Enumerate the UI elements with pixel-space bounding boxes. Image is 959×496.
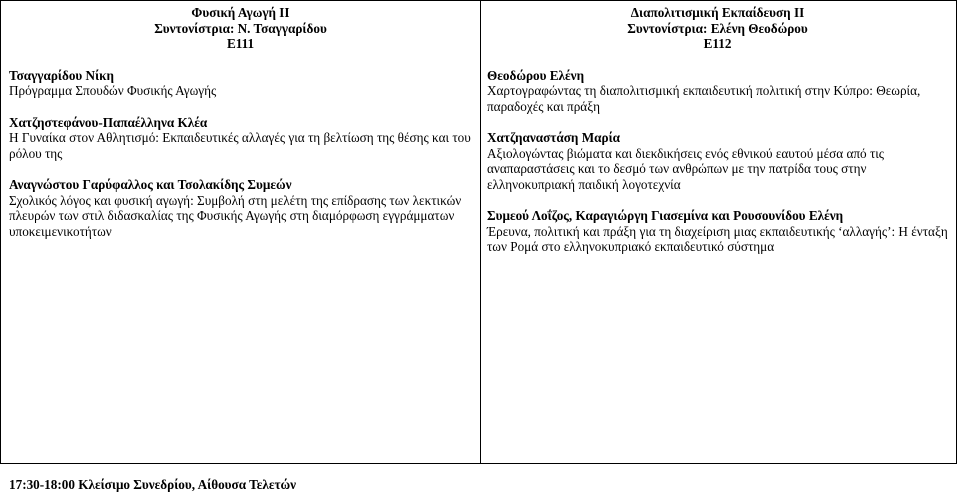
session-header-right xyxy=(487,5,948,52)
paper-entry xyxy=(487,68,948,115)
session-column-right xyxy=(481,1,956,463)
paper-title: Χαρτογραφώντας τη διαπολιτισμική εκπαιδευτική πολιτική στην Κύπρο: Θεωρία, παραδοχές και πράξη xyxy=(487,83,921,114)
session-title: Διαπολιτισμική Εκπαίδευση ΙΙ xyxy=(630,5,805,20)
session-coordinator: Συντονίστρια: Ν. Τσαγγαρίδου xyxy=(154,20,327,36)
paper-title: Η Γυναίκα στον Αθλητισμό: Εκπαιδευτικές αλλαγές για τη βελτίωση της θέσης και του ρόλου της xyxy=(9,130,471,161)
session-header-left xyxy=(9,5,472,52)
paper-title: Έρευνα, πολιτική και πράξη για τη διαχείριση μιας εκπαιδευτικής ‘αλλαγής’: Η ένταξη των Ρομά στο ελληνοκυπριακό εκπαιδευτικό σύστημα xyxy=(487,223,948,255)
session-coordinator: Συντονίστρια: Ελένη Θεοδώρου xyxy=(627,20,808,36)
closing-session-line: 17:30-18:00 Κλείσιμο Συνεδρίου, Αίθουσα Τελετών xyxy=(9,477,297,492)
paper-authors: Χατζηστεφάνου-Παπαέλληνα Κλέα xyxy=(9,114,208,130)
paper-authors: Χατζηαναστάση Μαρία xyxy=(487,130,621,146)
paper-authors: Θεοδώρου Ελένη xyxy=(487,67,585,83)
paper-authors: Τσαγγαρίδου Νίκη xyxy=(9,67,114,83)
paper-title: Πρόγραμμα Σπουδών Φυσικής Αγωγής xyxy=(9,83,217,99)
table-bottom-border xyxy=(0,463,957,464)
paper-entry xyxy=(487,130,948,192)
paper-entry xyxy=(9,177,472,239)
paper-entry xyxy=(9,68,472,99)
session-column-left xyxy=(1,1,481,463)
paper-entry xyxy=(9,115,472,162)
paper-entry xyxy=(487,208,948,255)
paper-title: Αξιολογώντας βιώματα και διεκδικήσεις ενός εθνικού εαυτού μέσα από τις αναπαραστάσεις και το δεσμό των ανθρώπων με την πατρίδα τους στην ελληνοκυπριακή παιδική λογοτεχνία xyxy=(487,145,885,192)
paper-authors: Αναγνώστου Γαρύφαλλος και Τσολακίδης Συμεών xyxy=(9,176,292,192)
paper-authors: Συμεού Λοΐζος, Καραγιώργη Γιασεμίνα και Ρουσουνίδου Ελένη xyxy=(487,208,844,224)
session-title: Φυσική Αγωγή ΙΙ xyxy=(191,5,290,20)
session-room: Ε111 xyxy=(226,36,255,52)
session-room: Ε112 xyxy=(703,36,732,52)
paper-title: Σχολικός λόγος και φυσική αγωγή: Συμβολή στη μελέτη της επίδρασης των λεκτικών πλευρών των στιλ διδασκαλίας της Φυσικής Αγωγής στη διαμόρφωση εγγράμματων υποκειμενικοτήτων xyxy=(9,192,462,239)
